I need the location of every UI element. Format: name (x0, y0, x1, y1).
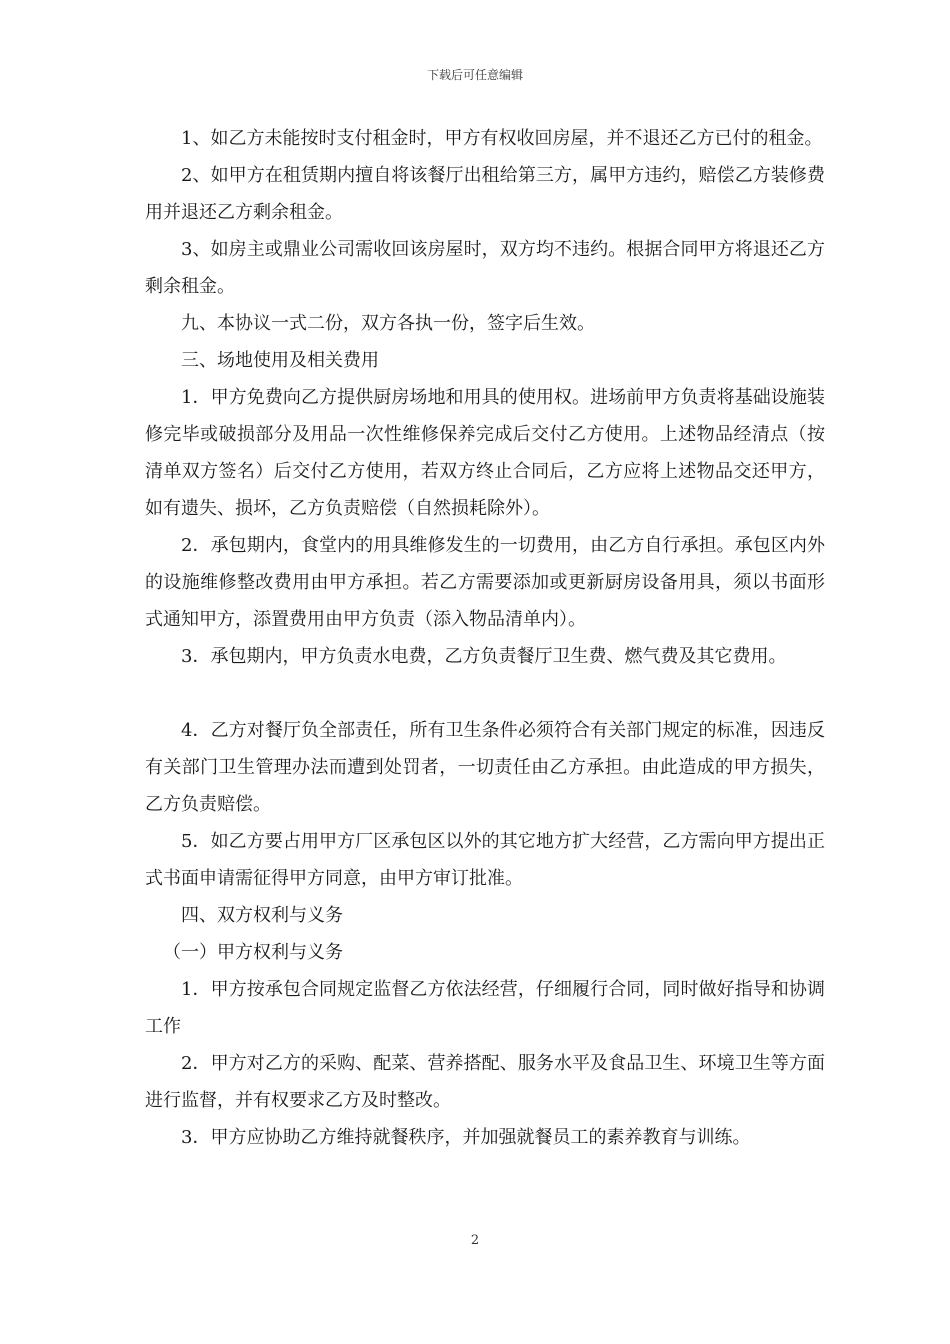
paragraph: 3、如房主或鼎业公司需收回该房屋时，双方均不违约。根据合同甲方将退还乙方剩余租金。 (145, 239, 825, 297)
paragraph: 九、本协议一式二份，双方各执一份，签字后生效。 (181, 313, 595, 334)
paragraph: 1、如乙方未能按时支付租金时，甲方有权收回房屋，并不退还乙方已付的租金。 (181, 128, 823, 149)
section-heading: 三、场地使用及相关费用 (181, 350, 379, 371)
paragraph: 2、如甲方在租赁期内擅自将该餐厅出租给第三方，属甲方违约，赔偿乙方装修费用并退还乙方剩余租金。 (145, 165, 825, 223)
blank-line (145, 675, 825, 712)
subsection-heading: （一）甲方权利与义务 (163, 942, 343, 963)
section-heading: 四、双方权利与义务 (181, 905, 343, 926)
paragraph: 2．甲方对乙方的采购、配菜、营养搭配、服务水平及食品卫生、环境卫生等方面进行监督，并有权要求乙方及时整改。 (145, 1053, 825, 1111)
paragraph: 2．承包期内，食堂内的用具维修发生的一切费用，由乙方自行承担。承包区内外的设施维修整改费用由甲方承担。若乙方需要添加或更新厨房设备用具，须以书面形式通知甲方，添置费用由甲方负责（添入物品清单内）。 (145, 535, 825, 630)
paragraph: 3．承包期内，甲方负责水电费，乙方负责餐厅卫生费、燃气费及其它费用。 (181, 646, 787, 667)
paragraph: 1．甲方按承包合同规定监督乙方依法经营，仔细履行合同，同时做好指导和协调工作 (145, 979, 825, 1037)
paragraph: 1．甲方免费向乙方提供厨房场地和用具的使用权。进场前甲方负责将基础设施装修完毕或破损部分及用品一次性维修保养完成后交付乙方使用。上述物品经清点（按清单双方签名）后交付乙方使用，若双方终止合同后，乙方应将上述物品交还甲方，如有遗失、损坏，乙方负责赔偿（自然损耗除外）。 (145, 387, 825, 519)
paragraph: 4．乙方对餐厅负全部责任，所有卫生条件必须符合有关部门规定的标准，因违反有关部门卫生管理办法而遭到处罚者，一切责任由乙方承担。由此造成的甲方损失，乙方负责赔偿。 (145, 720, 825, 815)
paragraph: 3．甲方应协助乙方维持就餐秩序，并加强就餐员工的素养教育与训练。 (181, 1127, 751, 1148)
page-number: 2 (470, 1233, 480, 1248)
document-body (145, 120, 825, 1156)
page-header: 下载后可任意编辑 (426, 68, 523, 82)
paragraph: 5．如乙方要占用甲方厂区承包区以外的其它地方扩大经营，乙方需向甲方提出正式书面申请需征得甲方同意，由甲方审订批准。 (145, 831, 825, 889)
